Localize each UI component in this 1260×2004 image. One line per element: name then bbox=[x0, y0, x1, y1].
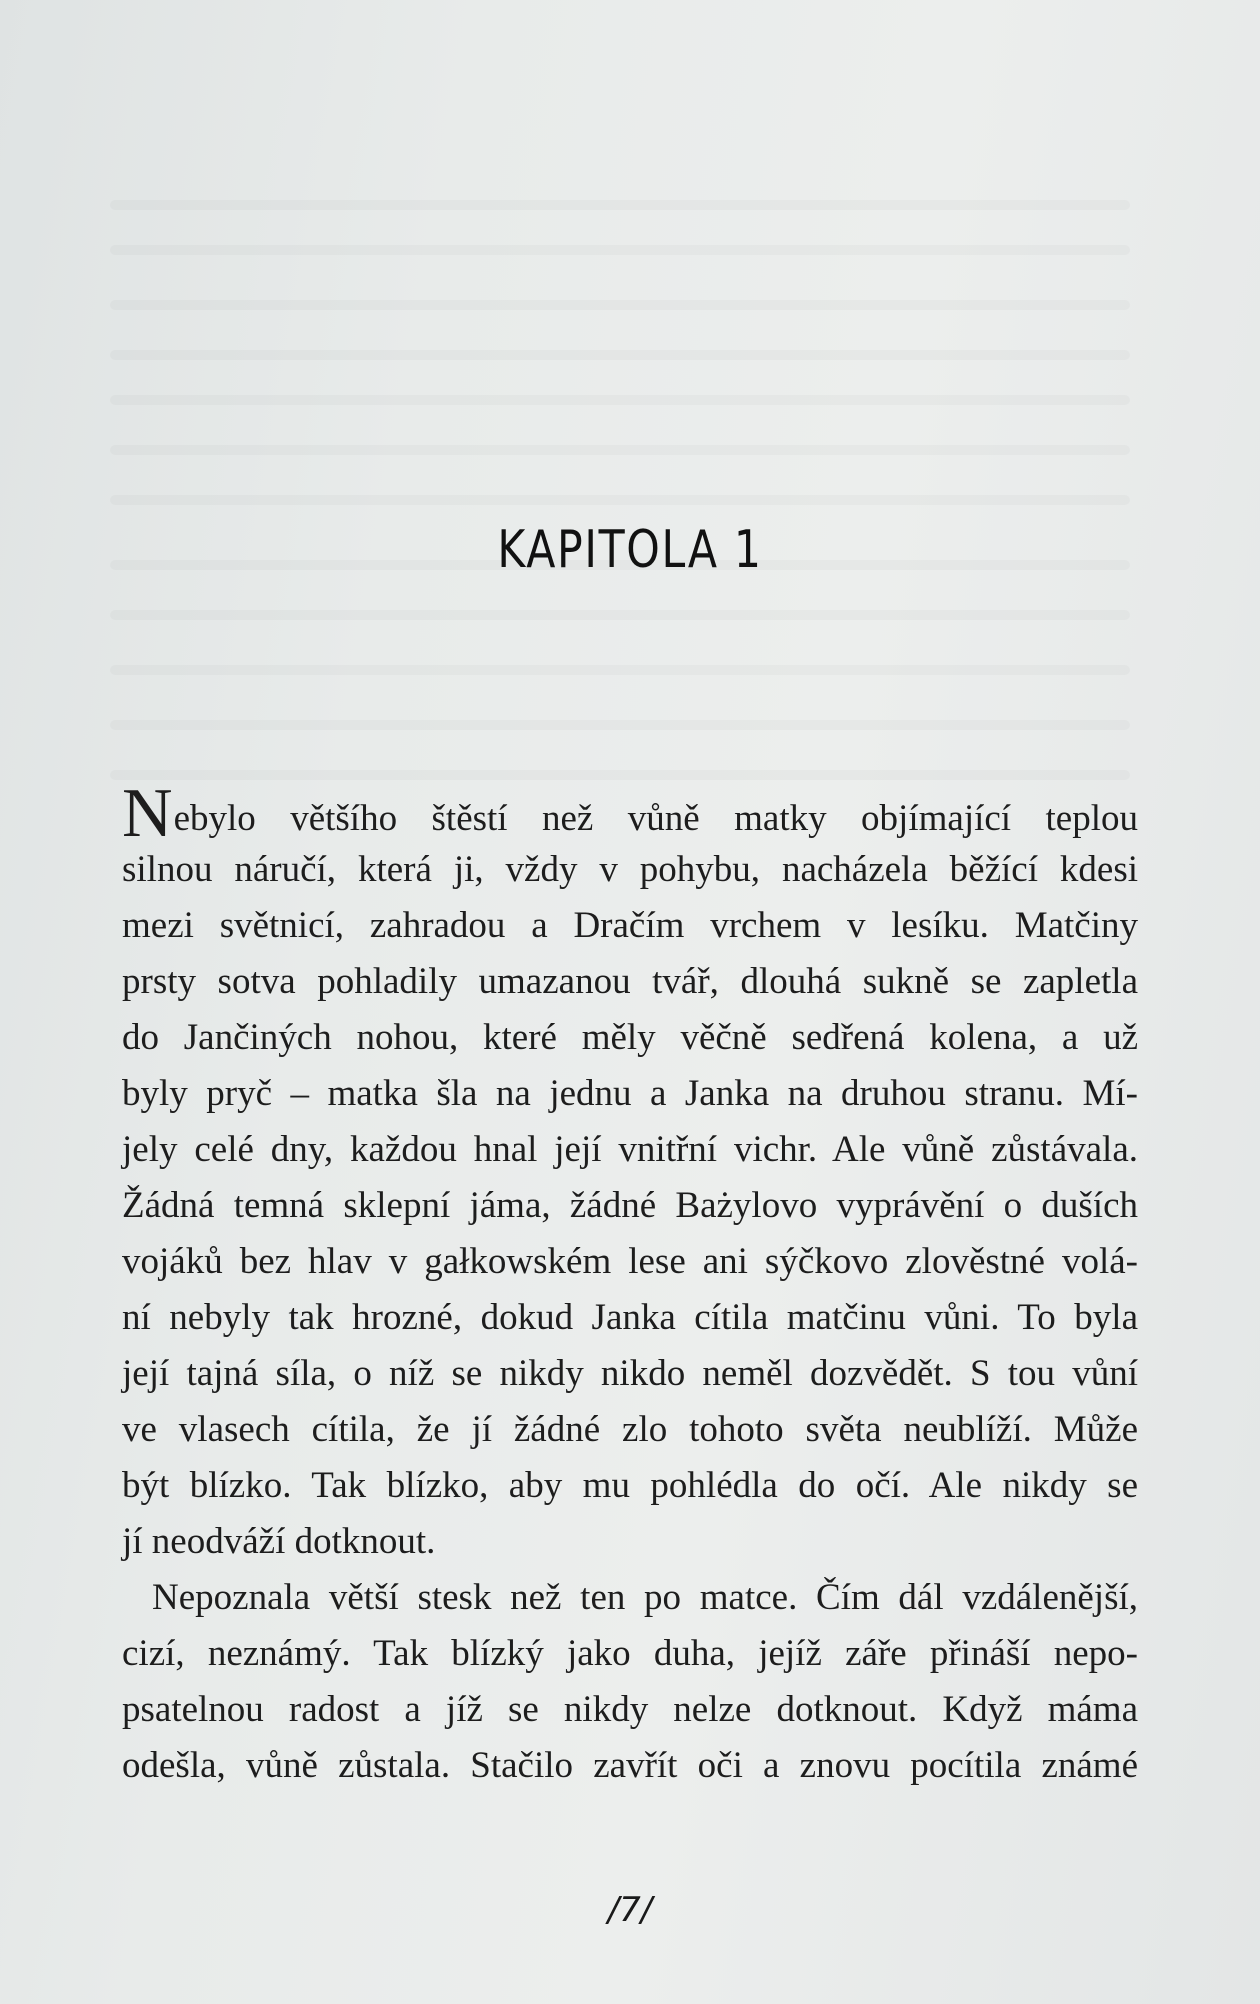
show-through-text bbox=[110, 770, 1130, 780]
text-line: vojáků bez hlav v gałkowském lese ani sýčkovo zlověstné volá- bbox=[122, 1241, 1138, 1282]
show-through-text bbox=[110, 200, 1130, 210]
body-text bbox=[122, 775, 1138, 1794]
paragraph-2 bbox=[122, 1570, 1138, 1794]
show-through-text bbox=[110, 245, 1130, 255]
text-line: silnou náručí, která ji, vždy v pohybu, nacházela běžící kdesi bbox=[122, 849, 1138, 890]
show-through-text bbox=[110, 495, 1130, 505]
text-line: její tajná síla, o níž se nikdy nikdo neměl dozvědět. S tou vůní bbox=[122, 1353, 1138, 1394]
text-line: psatelnou radost a jíž se nikdy nelze dotknout. Když máma bbox=[122, 1689, 1138, 1730]
show-through-text bbox=[110, 350, 1130, 360]
text-line: odešla, vůně zůstala. Stačilo zavřít oči a znovu pocítila známé bbox=[122, 1745, 1138, 1786]
text-line: byly pryč – matka šla na jednu a Janka na druhou stranu. Mí- bbox=[122, 1073, 1138, 1114]
paragraph-1 bbox=[122, 775, 1138, 1570]
show-through-text bbox=[110, 300, 1130, 310]
show-through-text bbox=[110, 665, 1130, 675]
show-through-text bbox=[110, 395, 1130, 405]
show-through-text bbox=[110, 610, 1130, 620]
page-number: /7/ bbox=[607, 1890, 653, 1930]
show-through-text bbox=[110, 445, 1130, 455]
text-line: mezi světnicí, zahradou a Dračím vrchem v lesíku. Matčiny bbox=[122, 905, 1138, 946]
text-line: cizí, neznámý. Tak blízký jako duha, jejíž záře přináší nepo- bbox=[122, 1633, 1138, 1674]
text-line: Nepoznala větší stesk než ten po matce. Čím dál vzdálenější, bbox=[152, 1577, 1138, 1618]
show-through-text bbox=[110, 720, 1130, 730]
chapter-title: KAPITOLA 1 bbox=[497, 520, 763, 580]
text-line: ve vlasech cítila, že jí žádné zlo tohoto světa neublíží. Může bbox=[122, 1409, 1138, 1450]
text-line: jely celé dny, každou hnal její vnitřní vichr. Ale vůně zůstávala. bbox=[122, 1129, 1138, 1170]
text-line: Nebylo většího štěstí než vůně matky objímající teplou bbox=[122, 775, 1138, 852]
text-line: ní nebyly tak hrozné, dokud Janka cítila matčinu vůni. To byla bbox=[122, 1297, 1138, 1338]
text-line: prsty sotva pohladily umazanou tvář, dlouhá sukně se zapletla bbox=[122, 961, 1138, 1002]
text-line: Žádná temná sklepní jáma, žádné Bażylovo vyprávění o duších bbox=[122, 1185, 1138, 1226]
text-line: být blízko. Tak blízko, aby mu pohlédla do očí. Ale nikdy se bbox=[122, 1465, 1138, 1506]
drop-initial: N bbox=[122, 775, 173, 852]
text-line: do Jančiných nohou, které měly věčně sedřená kolena, a už bbox=[122, 1017, 1138, 1058]
text-line: jí neodváží dotknout. bbox=[122, 1521, 436, 1562]
